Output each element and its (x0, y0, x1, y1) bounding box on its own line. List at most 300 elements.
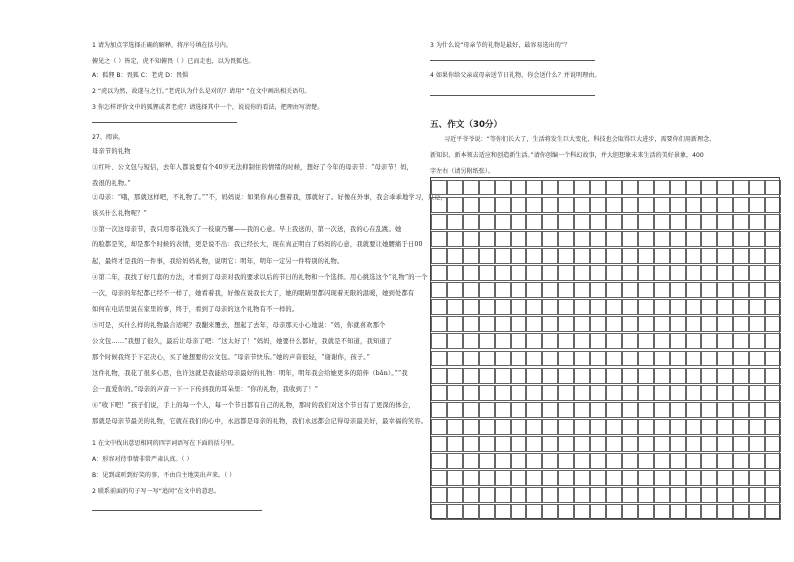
grid-cell (590, 504, 606, 520)
grid-cell (574, 470, 590, 486)
grid-cell (749, 282, 765, 298)
grid-cell (463, 419, 479, 435)
grid-cell (654, 470, 670, 486)
grid-cell (686, 282, 702, 298)
grid-cell (765, 504, 781, 520)
grid-cell (431, 419, 447, 435)
grid-cell (717, 351, 733, 367)
grid-cell (542, 402, 558, 418)
grid-cell (447, 282, 463, 298)
grid-cell (574, 385, 590, 401)
grid-cell (431, 436, 447, 452)
grid-cell (765, 487, 781, 503)
grid-cell (733, 333, 749, 349)
grid-cell (526, 453, 542, 469)
answer-line (92, 122, 237, 123)
left-line: ①红叶、公文包与短信，去年人都说要有个40岁无法抑制住的情绪的时候，想好了今年的母亲节：“母亲节！妈， (92, 164, 414, 171)
grid-cell (654, 453, 670, 469)
grid-cell (431, 453, 447, 469)
grid-cell (765, 419, 781, 435)
grid-cell (526, 214, 542, 230)
grid-cell (765, 368, 781, 384)
grid-cell (606, 453, 622, 469)
grid-cell (431, 504, 447, 520)
grid-cell (511, 180, 527, 196)
grid-cell (495, 351, 511, 367)
grid-cell (606, 368, 622, 384)
grid-cell (654, 487, 670, 503)
grid-cell (686, 316, 702, 332)
left-line: 2 联系前面的句子写一写“追问”在文中的意思。 (92, 488, 220, 495)
grid-cell (733, 299, 749, 315)
grid-cell (463, 487, 479, 503)
answer-line (92, 510, 262, 511)
left-line: ③第一次这母亲节，我只用零花钱买了一枝康乃馨——我的心意。早上我送的，第一次送，我的心在乱跳。她 (92, 226, 402, 233)
grid-cell (749, 265, 765, 281)
left-line: 我很的礼物。” (92, 180, 131, 187)
grid-cell (749, 402, 765, 418)
grid-cell (606, 299, 622, 315)
grid-cell (765, 197, 781, 213)
grid-cell (558, 436, 574, 452)
grid-cell (447, 419, 463, 435)
grid-cell (749, 299, 765, 315)
grid-cell (574, 231, 590, 247)
grid-cell (670, 214, 686, 230)
grid-cell (463, 265, 479, 281)
grid-cell (749, 470, 765, 486)
grid-cell (717, 436, 733, 452)
grid-cell (463, 333, 479, 349)
grid-cell (590, 368, 606, 384)
grid-cell (542, 180, 558, 196)
grid-cell (479, 419, 495, 435)
grid-cell (606, 419, 622, 435)
grid-cell (638, 453, 654, 469)
grid-cell (542, 368, 558, 384)
grid-cell (733, 197, 749, 213)
grid-cell (542, 351, 558, 367)
grid-cell (511, 419, 527, 435)
grid-cell (654, 385, 670, 401)
grid-cell (606, 316, 622, 332)
grid-cell (526, 419, 542, 435)
grid-cell (479, 333, 495, 349)
grid-cell (686, 487, 702, 503)
grid-cell (431, 470, 447, 486)
grid-cell (495, 248, 511, 264)
grid-cell (431, 368, 447, 384)
grid-cell (431, 316, 447, 332)
grid-cell (479, 180, 495, 196)
grid-cell (526, 504, 542, 520)
grid-cell (622, 453, 638, 469)
grid-cell (590, 180, 606, 196)
grid-cell (622, 265, 638, 281)
grid-cell (431, 180, 447, 196)
left-line: 2 “虎以为然，故遂与之行。”老虎认为什么是对的？请用“ ”在文中画出相关语句。 (92, 88, 311, 95)
grid-cell (463, 402, 479, 418)
grid-cell (558, 214, 574, 230)
grid-cell (495, 333, 511, 349)
grid-cell (526, 265, 542, 281)
grid-cell (558, 453, 574, 469)
grid-cell (749, 436, 765, 452)
grid-cell (717, 333, 733, 349)
grid-cell (479, 436, 495, 452)
grid-cell (463, 214, 479, 230)
grid-cell (701, 316, 717, 332)
grid-cell (463, 299, 479, 315)
grid-cell (558, 351, 574, 367)
grid-cell (558, 385, 574, 401)
grid-cell (590, 453, 606, 469)
grid-cell (701, 453, 717, 469)
grid-cell (622, 487, 638, 503)
grid-cell (431, 282, 447, 298)
grid-cell (606, 214, 622, 230)
grid-cell (733, 453, 749, 469)
grid-cell (431, 487, 447, 503)
grid-cell (542, 248, 558, 264)
grid-cell (479, 402, 495, 418)
grid-cell (447, 368, 463, 384)
grid-cell (749, 316, 765, 332)
grid-cell (558, 419, 574, 435)
grid-cell (526, 299, 542, 315)
grid-cell (495, 453, 511, 469)
grid-cell (717, 214, 733, 230)
grid-cell (765, 265, 781, 281)
grid-cell (749, 197, 765, 213)
grid-cell (511, 299, 527, 315)
grid-cell (717, 316, 733, 332)
grid-cell (622, 180, 638, 196)
grid-cell (765, 402, 781, 418)
grid-cell (558, 402, 574, 418)
grid-cell (670, 333, 686, 349)
grid-cell (495, 180, 511, 196)
grid-cell (463, 470, 479, 486)
grid-cell (574, 248, 590, 264)
left-line: 3 你怎样评价文中的狐狸或者老虎？请选择其中一个，说说你的看法，把理由写清楚。 (92, 104, 324, 111)
grid-cell (526, 385, 542, 401)
grid-cell (670, 282, 686, 298)
grid-cell (574, 180, 590, 196)
grid-cell (622, 402, 638, 418)
grid-cell (526, 248, 542, 264)
grid-cell (495, 231, 511, 247)
left-line: 那个时候我终于下定决心，买了她想要的公文包。“母亲节快乐。”她的声音很轻，“谢谢你，孩子。” (92, 354, 370, 361)
grid-cell (701, 385, 717, 401)
grid-cell (606, 265, 622, 281)
grid-cell (670, 316, 686, 332)
grid-cell (733, 214, 749, 230)
grid-cell (701, 214, 717, 230)
grid-cell (495, 487, 511, 503)
grid-cell (447, 487, 463, 503)
grid-cell (638, 214, 654, 230)
grid-cell (765, 453, 781, 469)
grid-cell (558, 197, 574, 213)
grid-cell (574, 453, 590, 469)
grid-cell (717, 504, 733, 520)
grid-cell (638, 265, 654, 281)
left-line: ④第二年，我找了好几套的方法，才看到了母亲对我的要求以后的节日的礼物和一个选择。用心挑选这个“礼物”的一个 (92, 274, 428, 281)
grid-cell (670, 368, 686, 384)
grid-cell (654, 368, 670, 384)
grid-cell (701, 402, 717, 418)
grid-cell (495, 470, 511, 486)
essay-prompt-line: 新知识、新本领去适应和创造新生活。”请你创编一个科幻故事，并大胆想象未来生活的美好景象，400 (430, 152, 704, 159)
grid-cell (463, 180, 479, 196)
grid-cell (463, 504, 479, 520)
grid-cell (717, 180, 733, 196)
grid-cell (479, 504, 495, 520)
essay-prompt-line: 习近平爷爷说：“等你们长大了，生活将发生巨大变化，科技也会取得巨大进步，需要你们用新理念、 (444, 136, 716, 143)
grid-cell (463, 436, 479, 452)
grid-cell (717, 282, 733, 298)
grid-cell (717, 299, 733, 315)
grid-cell (590, 282, 606, 298)
grid-cell (542, 419, 558, 435)
grid-cell (542, 470, 558, 486)
grid-cell (622, 231, 638, 247)
grid-cell (749, 248, 765, 264)
left-line: 公文包……”我想了很久，最后让母亲了吧：“这太好了！”妈妈，她要什么都好，我就是不知道，我知道了 (92, 338, 393, 345)
grid-cell (701, 180, 717, 196)
grid-cell (479, 248, 495, 264)
grid-cell (654, 231, 670, 247)
grid-cell (765, 316, 781, 332)
grid-cell (495, 197, 511, 213)
grid-cell (447, 316, 463, 332)
grid-cell (765, 299, 781, 315)
grid-cell (511, 368, 527, 384)
grid-cell (574, 265, 590, 281)
grid-cell (765, 351, 781, 367)
grid-cell (686, 299, 702, 315)
grid-cell (526, 197, 542, 213)
grid-cell (463, 197, 479, 213)
grid-cell (606, 180, 622, 196)
left-line: 母亲节的礼物 (92, 148, 131, 155)
grid-cell (733, 351, 749, 367)
grid-cell (431, 197, 447, 213)
grid-cell (590, 419, 606, 435)
grid-cell (463, 231, 479, 247)
grid-cell (733, 402, 749, 418)
grid-cell (542, 299, 558, 315)
grid-cell (749, 214, 765, 230)
grid-cell (526, 231, 542, 247)
left-line: A：狐狸 B：畏狐 C：老虎 D：畏惧 (92, 72, 189, 79)
grid-cell (526, 333, 542, 349)
grid-cell (590, 402, 606, 418)
grid-cell (526, 180, 542, 196)
left-line: 该买什么礼物呢？” (92, 210, 147, 217)
grid-cell (574, 402, 590, 418)
grid-cell (765, 282, 781, 298)
grid-cell (622, 197, 638, 213)
grid-cell (654, 402, 670, 418)
grid-cell (511, 453, 527, 469)
grid-cell (511, 402, 527, 418)
grid-cell (686, 385, 702, 401)
left-line: ⑥“收下吧！”孩子们说，手上的每一个人，每一个节日都有自己的礼物，那时的我们对这个节日有了更深的体会， (92, 402, 415, 409)
grid-cell (526, 282, 542, 298)
grid-cell (670, 453, 686, 469)
grid-cell (574, 419, 590, 435)
grid-cell (670, 419, 686, 435)
grid-cell (670, 436, 686, 452)
grid-cell (638, 180, 654, 196)
grid-cell (542, 282, 558, 298)
grid-cell (606, 402, 622, 418)
grid-cell (447, 248, 463, 264)
grid-cell (670, 402, 686, 418)
grid-cell (654, 180, 670, 196)
grid-cell (495, 368, 511, 384)
grid-cell (542, 504, 558, 520)
grid-cell (511, 351, 527, 367)
grid-cell (717, 265, 733, 281)
grid-cell (574, 282, 590, 298)
grid-cell (574, 487, 590, 503)
grid-cell (765, 333, 781, 349)
grid-cell (495, 436, 511, 452)
grid-cell (686, 470, 702, 486)
grid-cell (447, 385, 463, 401)
grid-cell (479, 351, 495, 367)
grid-cell (479, 214, 495, 230)
grid-cell (447, 197, 463, 213)
grid-cell (654, 316, 670, 332)
grid-cell (638, 470, 654, 486)
grid-cell (686, 180, 702, 196)
grid-cell (542, 453, 558, 469)
grid-cell (495, 299, 511, 315)
grid-cell (717, 419, 733, 435)
grid-cell (447, 436, 463, 452)
grid-cell (765, 436, 781, 452)
grid-cell (686, 231, 702, 247)
grid-cell (686, 436, 702, 452)
grid-cell (717, 453, 733, 469)
grid-cell (590, 214, 606, 230)
grid-cell (701, 333, 717, 349)
grid-cell (733, 385, 749, 401)
grid-cell (542, 487, 558, 503)
grid-cell (463, 453, 479, 469)
grid-cell (511, 333, 527, 349)
grid-cell (749, 351, 765, 367)
grid-cell (606, 504, 622, 520)
grid-cell (606, 231, 622, 247)
question-4: 4 如果你给父亲或母亲送节日礼物，你会送什么？并说明理由。 (430, 72, 601, 79)
grid-cell (558, 248, 574, 264)
grid-cell (590, 436, 606, 452)
grid-cell (574, 316, 590, 332)
grid-cell (733, 282, 749, 298)
grid-cell (622, 419, 638, 435)
grid-cell (495, 385, 511, 401)
grid-cell (733, 316, 749, 332)
grid-cell (717, 487, 733, 503)
grid-cell (542, 197, 558, 213)
grid-cell (638, 419, 654, 435)
answer-line (430, 60, 595, 61)
grid-cell (590, 248, 606, 264)
grid-cell (638, 351, 654, 367)
grid-cell (431, 299, 447, 315)
left-line: 27、阅读。 (92, 134, 125, 141)
grid-cell (574, 504, 590, 520)
grid-cell (701, 504, 717, 520)
grid-cell (749, 385, 765, 401)
grid-cell (654, 214, 670, 230)
grid-cell (558, 470, 574, 486)
grid-cell (765, 231, 781, 247)
grid-cell (733, 368, 749, 384)
grid-cell (686, 265, 702, 281)
grid-cell (670, 385, 686, 401)
left-line: ②母亲：“哦，那就这样吧，不礼物了。”“不，妈妈说：如果你真心想着我，那就好了。好像在外事，我会乖乖地学习，只是， (92, 194, 448, 201)
grid-cell (558, 180, 574, 196)
grid-cell (654, 436, 670, 452)
grid-cell (590, 231, 606, 247)
grid-cell (526, 402, 542, 418)
grid-cell (447, 470, 463, 486)
grid-cell (717, 231, 733, 247)
grid-cell (511, 265, 527, 281)
grid-cell (686, 333, 702, 349)
grid-cell (463, 282, 479, 298)
left-line: 一次，母亲的年纪都已经不一样了，她看着我，好像在说我长大了，她的眼睛里都闪现着无限的温暖，她到处都有 (92, 290, 415, 297)
grid-cell (733, 487, 749, 503)
grid-cell (670, 504, 686, 520)
grid-cell (431, 402, 447, 418)
grid-cell (447, 180, 463, 196)
left-line: 的脸都是笑，却是那个时候的表情，更是说不出：我已经长大，现在真正明白了妈妈的心意，我就要让她腰痛于日00 (92, 241, 423, 248)
grid-cell (479, 231, 495, 247)
grid-cell (447, 231, 463, 247)
grid-cell (590, 299, 606, 315)
grid-cell (654, 282, 670, 298)
grid-cell (431, 351, 447, 367)
grid-cell (574, 333, 590, 349)
grid-cell (511, 504, 527, 520)
grid-cell (447, 504, 463, 520)
grid-cell (590, 470, 606, 486)
grid-cell (654, 197, 670, 213)
left-line: ⑤可是，买什么样的礼物最合适呢？我翻来覆去，想起了去年，母亲那天小心地说：“妈，你就喜欢那个 (92, 322, 386, 329)
composition-grid (430, 177, 780, 519)
grid-cell (654, 248, 670, 264)
left-line: A：形容对待事情非常严肃认真。（ ） (92, 456, 193, 463)
grid-cell (670, 299, 686, 315)
grid-cell (622, 282, 638, 298)
grid-cell (701, 265, 717, 281)
grid-cell (526, 487, 542, 503)
grid-cell (638, 436, 654, 452)
left-line: 1 请为加点字选择正确的解释，将序号填在括号内。 (92, 42, 232, 49)
grid-cell (463, 316, 479, 332)
left-line: 俯见之（ ）皆定，虎不知俯畏（ ）已而走也，以为畏狐也。 (92, 58, 255, 65)
grid-cell (638, 197, 654, 213)
grid-cell (542, 333, 558, 349)
grid-cell (590, 197, 606, 213)
